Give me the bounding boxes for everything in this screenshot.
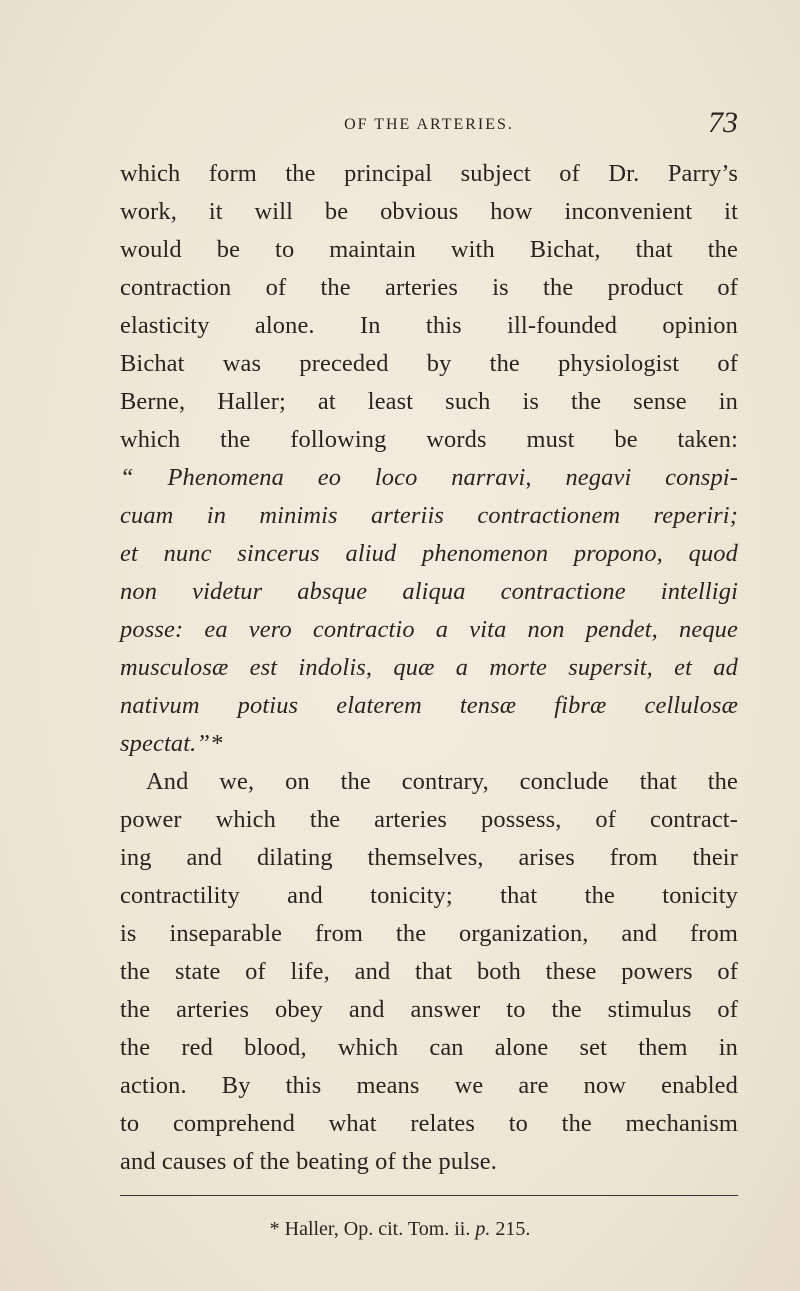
latin-quote-line: non videtur absque aliqua contractione intelligi xyxy=(120,578,738,605)
latin-quote-line: cuam in minimis arteriis contractionem reperiri; xyxy=(120,502,738,529)
text-line: action. By this means we are now enabled xyxy=(120,1072,738,1099)
latin-quote-line: et nunc sincerus aliud phenomenon propono, quod xyxy=(120,540,738,567)
text-line: power which the arteries possess, of contract- xyxy=(120,806,738,833)
latin-quote-line: spectat.”* xyxy=(120,730,223,757)
text-line: Berne, Haller; at least such is the sense in xyxy=(120,388,738,415)
text-line: is inseparable from the organization, and from xyxy=(120,920,738,947)
running-head xyxy=(120,106,738,146)
text-line: work, it will be obvious how inconvenient it xyxy=(120,198,738,225)
text-line: contraction of the arteries is the product of xyxy=(120,274,738,301)
text-line: the arteries obey and answer to the stimulus of xyxy=(120,996,738,1023)
text-line: Bichat was preceded by the physiologist of xyxy=(120,350,738,377)
text-line: the red blood, which can alone set them in xyxy=(120,1034,738,1061)
latin-quote-line: musculosæ est indolis, quæ a morte supersit, et ad xyxy=(120,654,738,681)
footnote-divider xyxy=(120,1195,738,1196)
page-number: 73 xyxy=(708,106,738,139)
text-line: the state of life, and that both these powers of xyxy=(120,958,738,985)
footnote-marker: * xyxy=(269,1218,280,1240)
latin-quote-line: nativum potius elaterem tensæ fibræ cellulosæ xyxy=(120,692,738,719)
footnote-page: 215. xyxy=(495,1218,531,1240)
text-line: elasticity alone. In this ill-founded opinion xyxy=(120,312,738,339)
latin-quote-line: “ Phenomena eo loco narravi, negavi conspi- xyxy=(120,464,738,491)
footnote-page-abbr: p. xyxy=(475,1218,491,1240)
text-line: contractility and tonicity; that the tonicity xyxy=(120,882,738,909)
text-line: ing and dilating themselves, arises from their xyxy=(120,844,738,871)
latin-quote-line: posse: ea vero contractio a vita non pendet, neque xyxy=(120,616,738,643)
paragraph-start-line: And we, on the contrary, conclude that the xyxy=(146,768,738,795)
running-title: OF THE ARTERIES. xyxy=(344,116,514,133)
footnote-text: Haller, Op. cit. Tom. ii. xyxy=(284,1218,471,1240)
text-line: and causes of the beating of the pulse. xyxy=(120,1148,498,1175)
text-line: would be to maintain with Bichat, that the xyxy=(120,236,738,263)
text-line: which the following words must be taken: xyxy=(120,426,738,453)
text-line: which form the principal subject of Dr. Parry’s xyxy=(120,160,738,187)
text-line: to comprehend what relates to the mechanism xyxy=(120,1110,738,1137)
body-text xyxy=(120,155,738,1181)
footnote xyxy=(0,1218,800,1241)
